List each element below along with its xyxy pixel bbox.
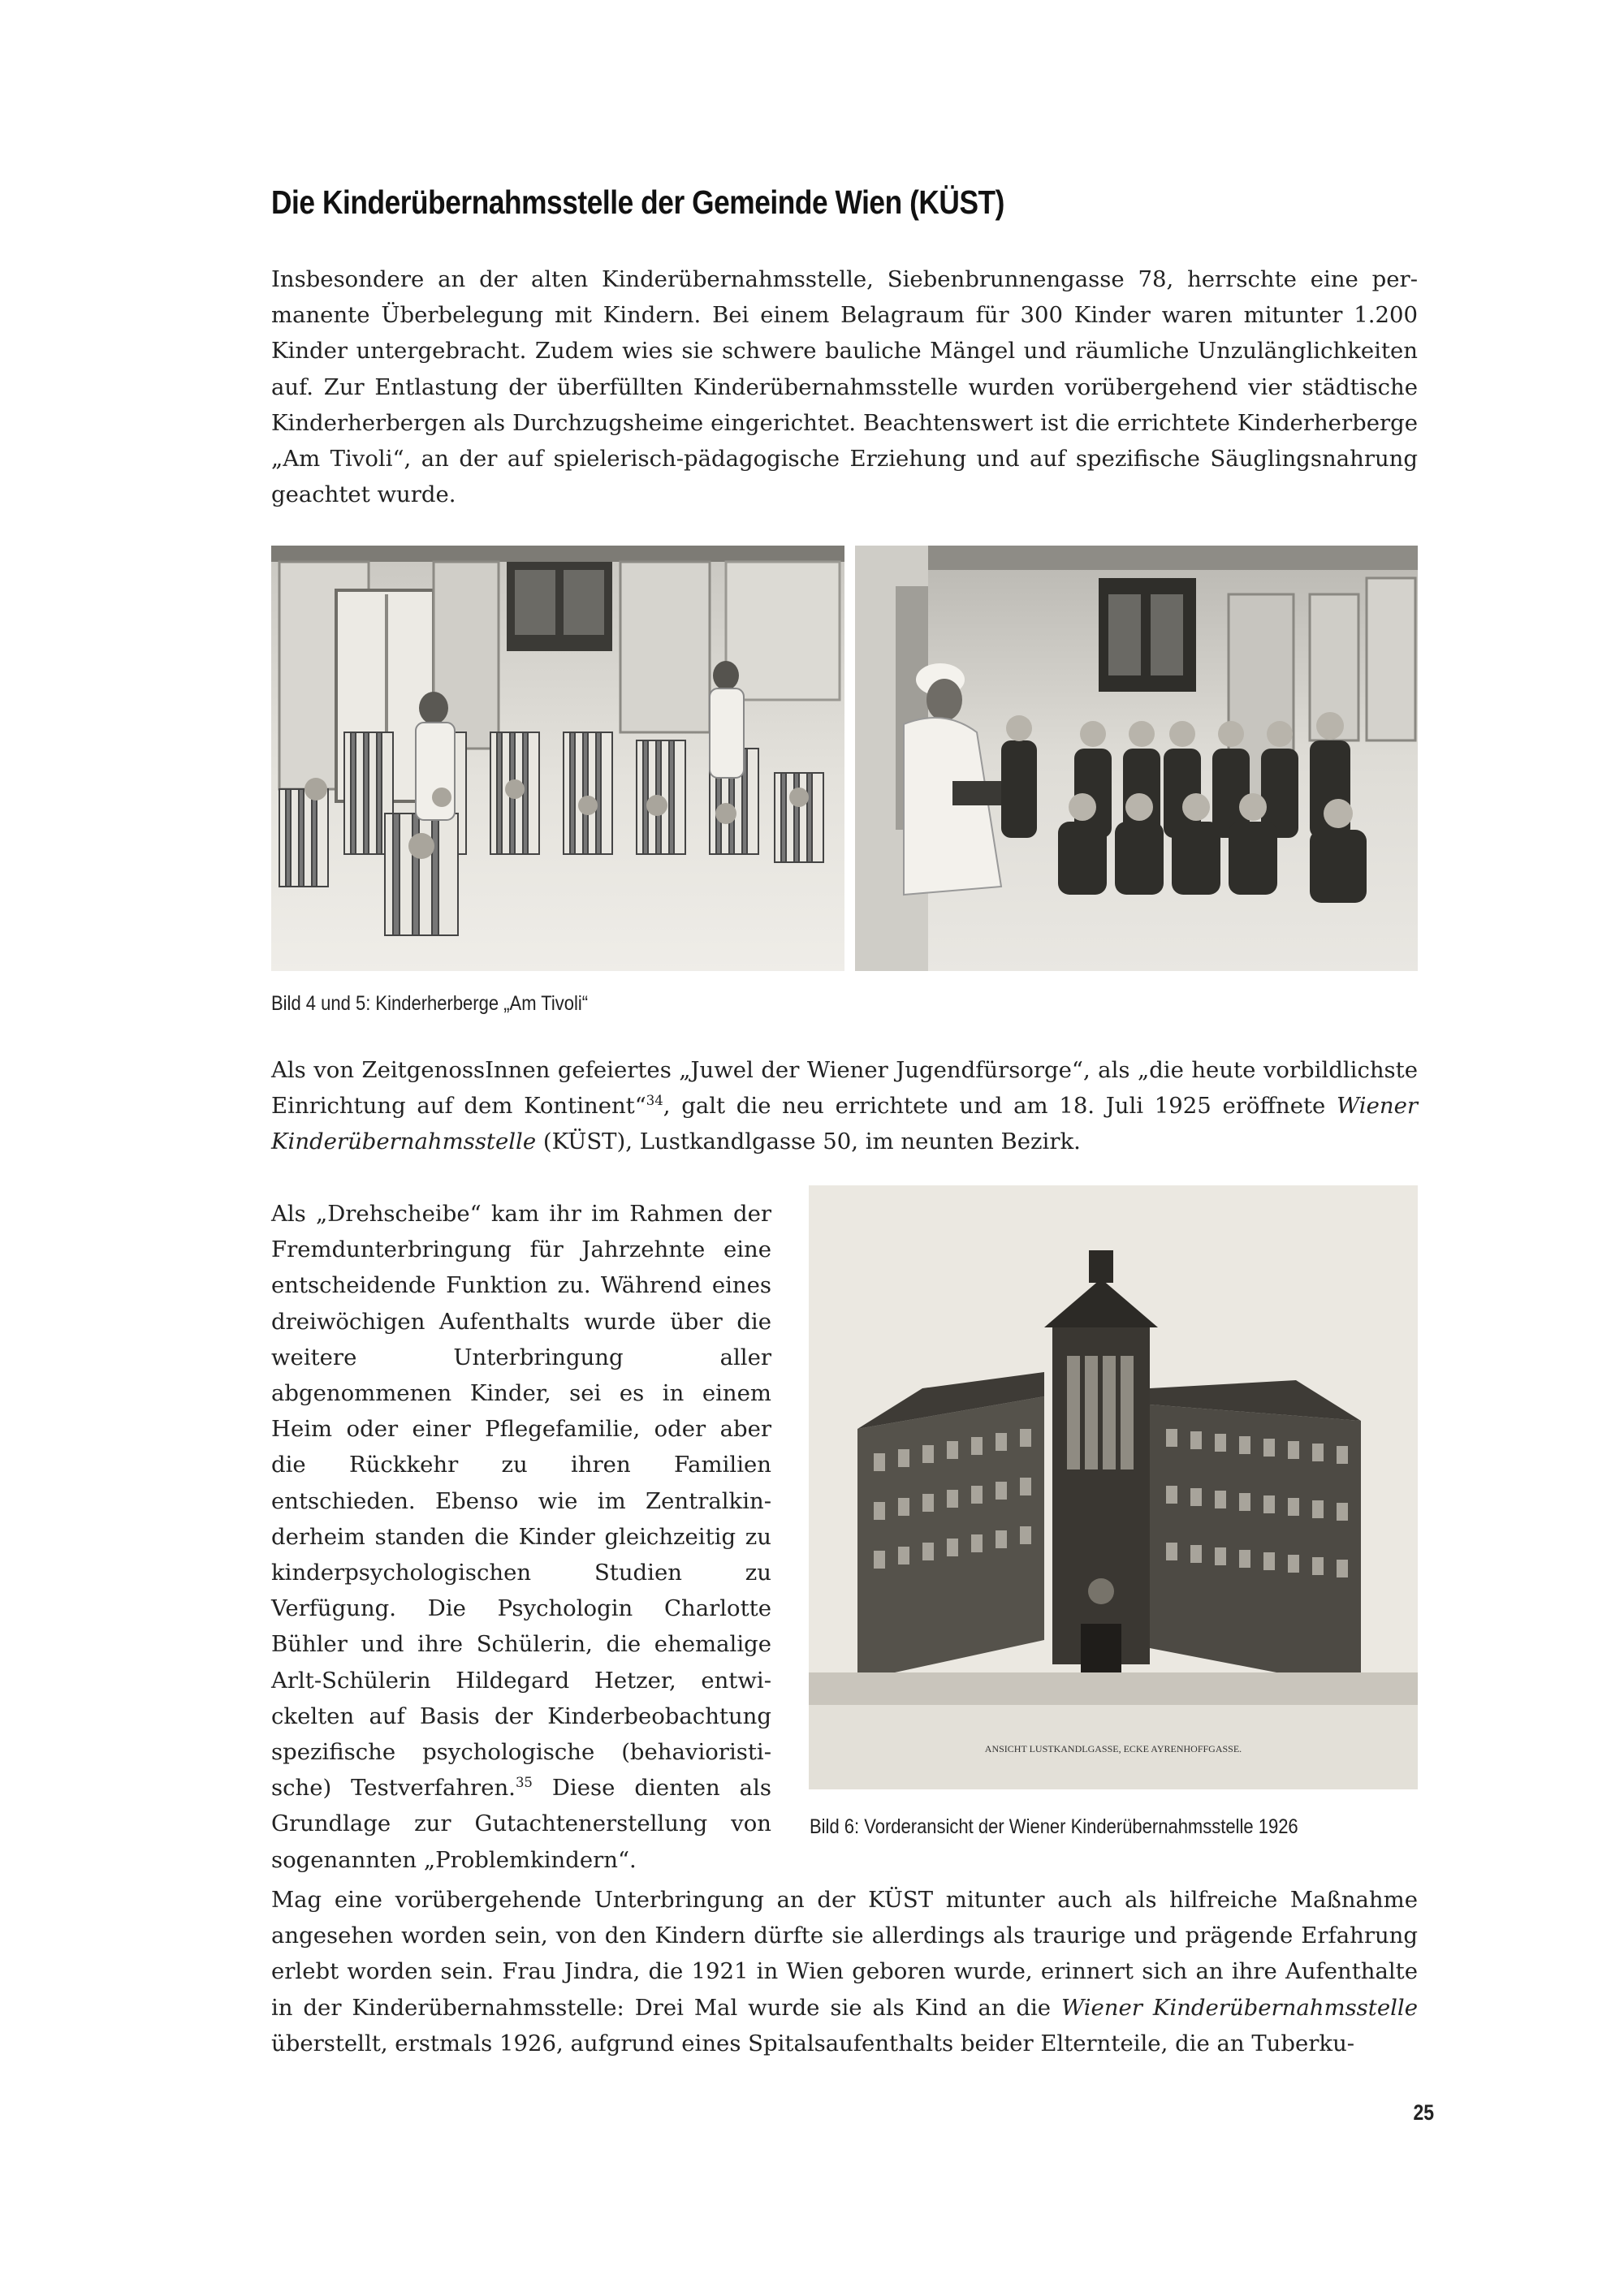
paragraph-kuest-opening-text-b: , galt die neu errichtete und am 18. Juli 1925 eröffnete — [663, 1093, 1337, 1120]
section-title: Die Kinderübernahmsstelle der Gemeinde Wien (KÜST) — [271, 183, 1004, 221]
paragraph-jindra — [271, 1882, 1418, 2061]
paragraph-intro: Insbesondere an der alten Kinderübernahmsstelle, Siebenbrunnengasse 78, herrschte eine permanente Überbelegung mit Kindern. Bei einem Belagraum für 300 Kinder waren mitunter 1.200 Kinder untergebracht. Zudem wies sie schwere bauliche Mängel und räumliche Unzulänglichkeiten auf. Zur Entlastung der überfüllten Kinderübernahmsstelle wurden vorübergehend vier städtische Kinderherbergen als Durchzugsheime eingerichtet. Beachtenswert ist die errichtete Kinderherberge „Am Tivoli“, an der auf spielerisch-pädagogische Erziehung und auf spezifische Säuglingsnahrung geachtet wurde. — [271, 266, 1418, 508]
footnote-ref-35: 35 — [515, 1775, 533, 1791]
paragraph-kuest-opening-text-a: Als von ZeitgenossInnen gefeiertes „Juwel der Wiener Jugendfürsorge“, als „die heute vorbildlichste Einrichtung auf dem Kontinent“ — [271, 1057, 1418, 1120]
paragraph-jindra-text-a: Mag eine vorübergehende Unterbringung an der KÜST mitunter auch als hilfreiche Maßnahme angesehen worden sein, von den Kindern dürfte sie allerdings als traurige und prägende Erfahrung erlebt worden sein. Frau Jindra, die 1921 in Wien geboren wurde, erinnert sich an ihre Aufenthalte in der Kinderübernahmsstelle: Drei Mal wurde sie als Kind an die — [271, 1887, 1418, 2021]
page-number: 25 — [1413, 2100, 1434, 2125]
footnote-ref-34: 34 — [646, 1093, 663, 1109]
caption-photo-6: Bild 6: Vorderansicht der Wiener Kinderübernahmsstelle 1926 — [810, 1815, 1298, 1838]
building-photo-inscription: ANSICHT LUSTKANDLGASSE, ECKE AYRENHOFFGASSE. — [984, 1743, 1242, 1754]
institution-name-italic-2: Wiener Kinderübernahmsstelle — [1060, 1994, 1418, 2021]
photo-building-kuest — [809, 1185, 1418, 1789]
institution-name-italic: Wiener Kinderübernahmsstelle — [271, 1093, 1418, 1155]
paragraph-kuest-opening — [271, 1052, 1418, 1160]
caption-photos-4-5: Bild 4 und 5: Kinderherberge „Am Tivoli“ — [271, 992, 589, 1015]
paragraph-jindra-text-b: überstellt, erstmals 1926, aufgrund eines Spitalsaufenthalts beider Elternteile, die an Tuberku- — [271, 2030, 1355, 2056]
photo-deck-chairs — [271, 546, 844, 971]
paragraph-drehscheibe-text-b: Diese dienten als Grundlage zur Gutachtenerstellung von sogenannten „Problemkindern“. — [271, 1775, 771, 1873]
photo-nurse-children — [855, 546, 1418, 971]
paragraph-drehscheibe-text-a: Als „Drehscheibe“ kam ihr im Rahmen der Fremdunterbringung für Jahrzehnte eine entscheidende Funktion zu. Während eines dreiwöchigen Aufenthalts wurde über die weitere Unterbringung aller abgenommenen Kinder, sei es in einem Heim oder einer Pflegefamilie, oder aber die Rückkehr zu ihren Familien entschieden. Ebenso wie im Zentralkinderheim standen die Kinder gleichzeitig zu kinderpsychologischen Studien zu Verfügung. Die Psychologin Charlotte Bühler und ihre Schülerin, die ehemalige Arlt-Schülerin Hildegard Hetzer, entwickelten auf Basis der Kinderbeobachtung spezifische psychologische (behavioristische) Testverfahren. — [271, 1201, 771, 1802]
paragraph-drehscheibe — [271, 1196, 771, 1878]
paragraph-kuest-opening-text-c: (KÜST), Lustkandlgasse 50, im neunten Bezirk. — [536, 1129, 1081, 1155]
